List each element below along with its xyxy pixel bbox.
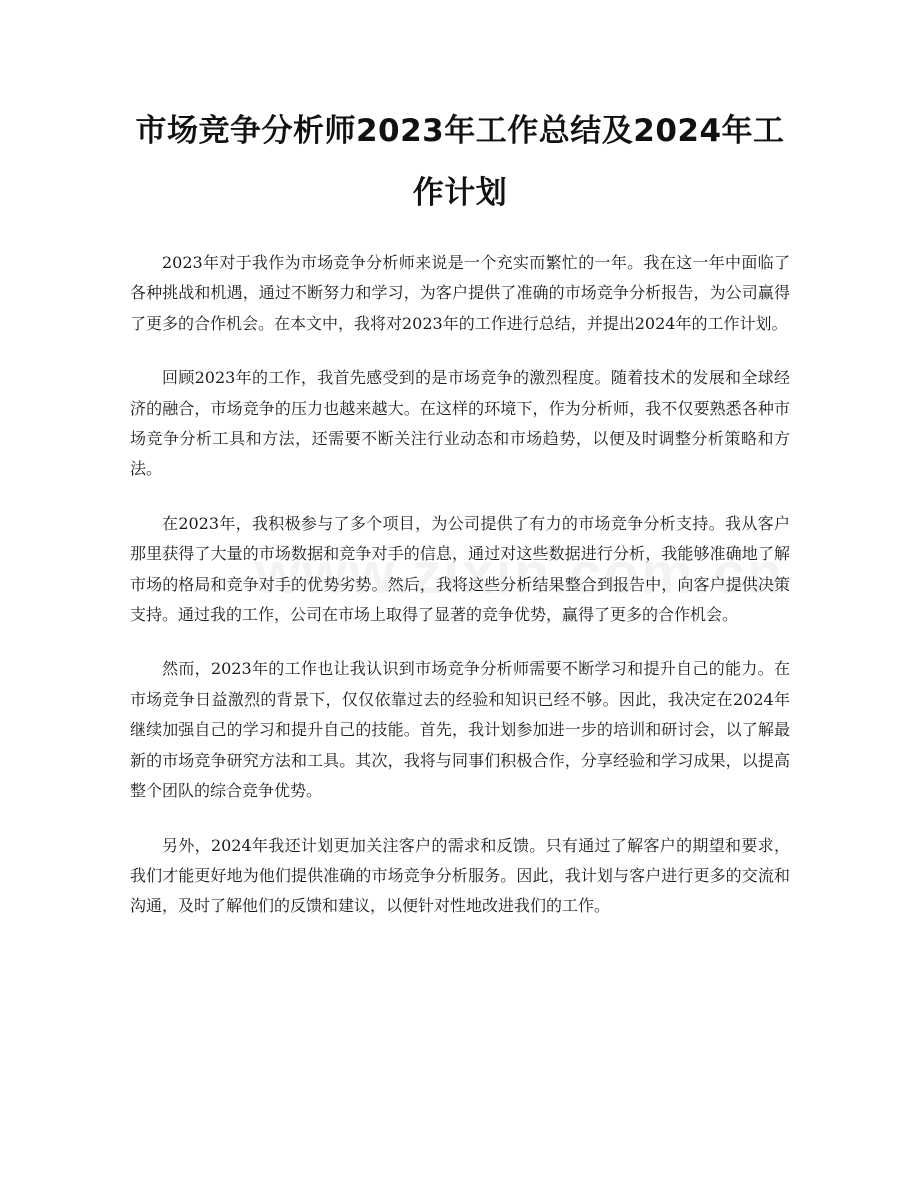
paragraph-1: 2023年对于我作为市场竞争分析师来说是一个充实而繁忙的一年。我在这一年中面临了各种挑战和机遇，通过不断努力和学习，为客户提供了准确的市场竞争分析报告，为公司赢得了更多的合作机会。在本文中，我将对2023年的工作进行总结，并提出2024年的工作计划。 bbox=[130, 253, 790, 333]
paragraph-5: 另外，2024年我还计划更加关注客户的需求和反馈。只有通过了解客户的期望和要求，我们才能更好地为他们提供准确的市场竞争分析服务。因此，我计划与客户进行更多的交流和沟通，及时了解他们的反馈和建议，以便针对性地改进我们的工作。 bbox=[130, 835, 790, 916]
paragraph-2: 回顾2023年的工作，我首先感受到的是市场竞争的激烈程度。随着技术的发展和全球经济的融合，市场竞争的压力也越来越大。在这样的环境下，作为分析师，我不仅要熟悉各种市场竞争分析工具和方法，还需要不断关注行业动态和市场趋势，以便及时调整分析策略和方法。 bbox=[130, 368, 790, 479]
paragraph-3: 在2023年，我积极参与了多个项目，为公司提供了有力的市场竞争分析支持。我从客户那里获得了大量的市场数据和竞争对手的信息，通过对这些数据进行分析，我能够准确地了解市场的格局和竞争对手的优势劣势。然后，我将这些分析结果整合到报告中，向客户提供决策支持。通过我的工作，公司在市场上取得了显著的竞争优势，赢得了更多的合作机会。 bbox=[130, 513, 790, 625]
document-body bbox=[130, 248, 790, 946]
page-title: 市场竞争分析师2023年工作总结及2024年工作计划 bbox=[135, 113, 785, 211]
paragraph-4: 然而，2023年的工作也让我认识到市场竞争分析师需要不断学习和提升自己的能力。在市场竞争日益激烈的背景下，仅仅依靠过去的经验和知识已经不够。因此，我决定在2024年继续加强自己的学习和提升自己的技能。首先，我计划参加进一步的培训和研讨会，以了解最新的市场竞争研究方法和工具。其次，我将与同事们积极合作，分享经验和学习成果，以提高整个团队的综合竞争优势。 bbox=[130, 659, 790, 801]
